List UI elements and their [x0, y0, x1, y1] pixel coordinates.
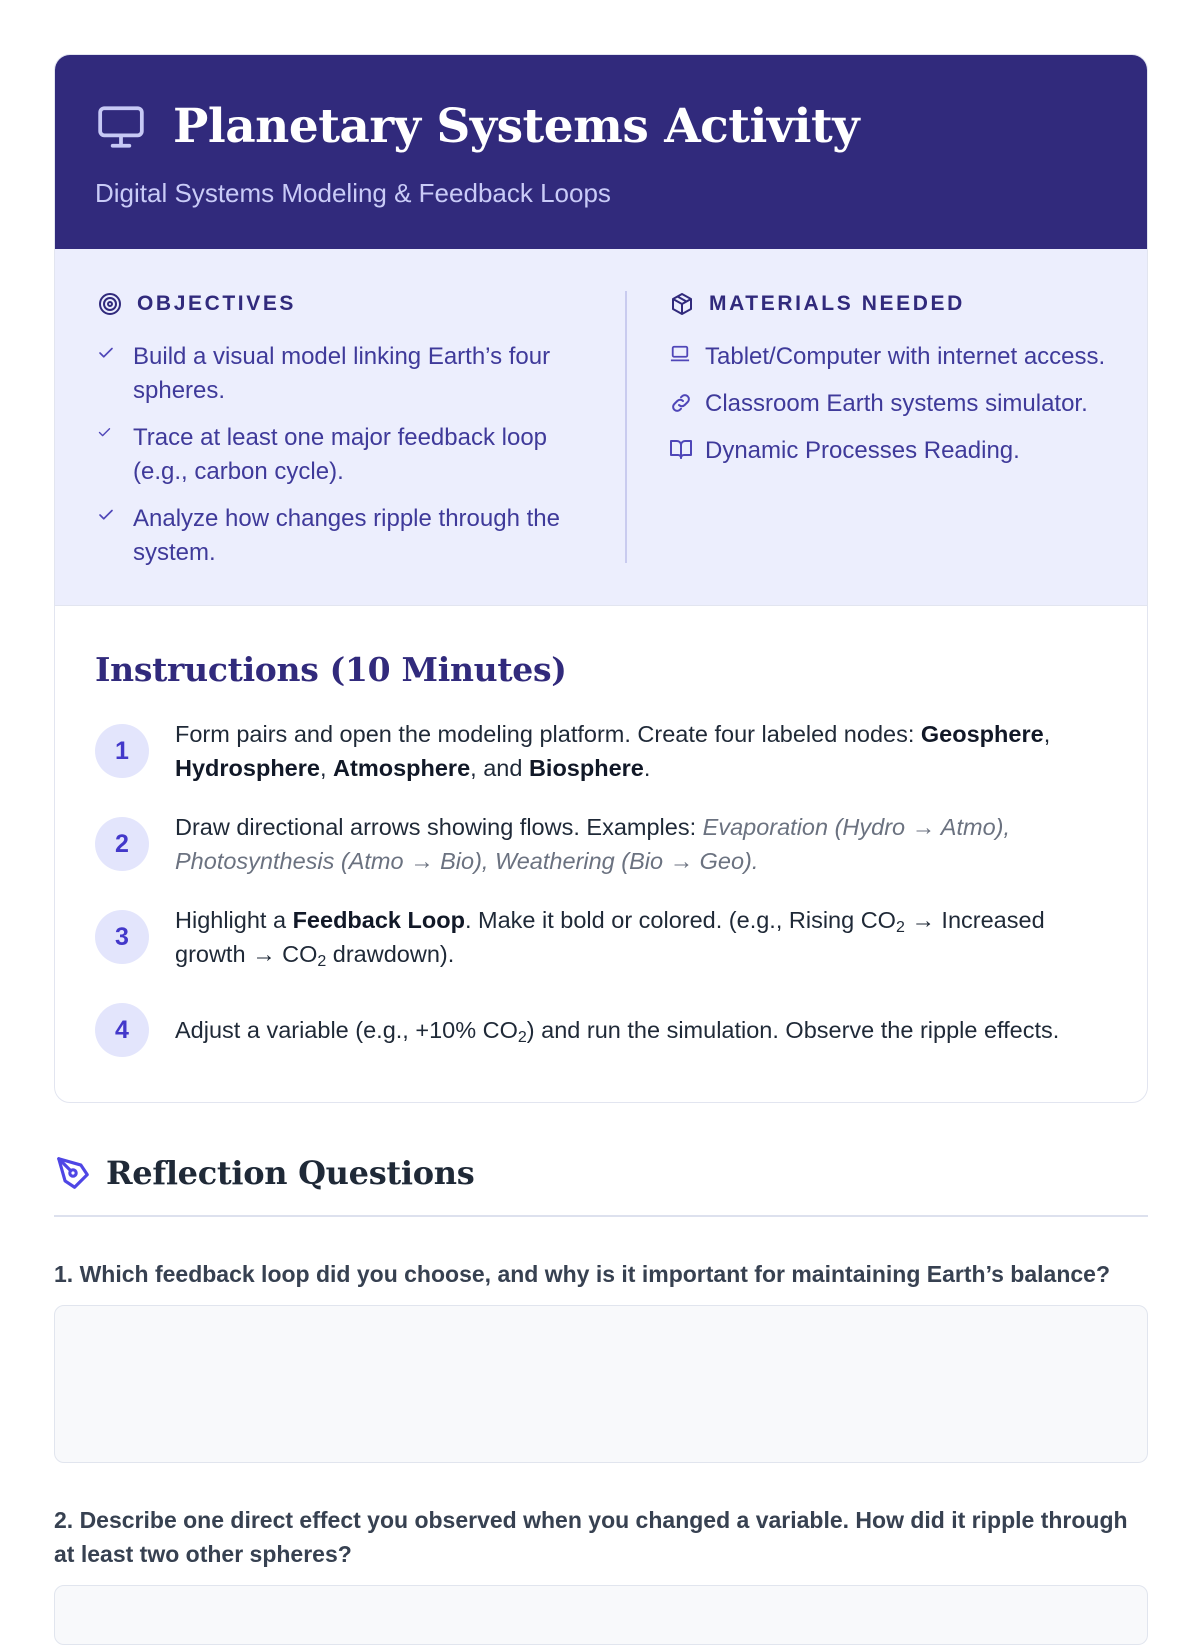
- materials-heading-row: [669, 291, 1107, 317]
- page-title: Planetary Systems Activity: [173, 99, 860, 154]
- step-text: Adjust a variable (e.g., +10% $CO_2$) and run the simulation. Observe the ripple effects.: [175, 1017, 1060, 1046]
- box-icon: [669, 291, 695, 317]
- objective-text: Trace at least one major feedback loop (e.g., carbon cycle).: [133, 424, 548, 485]
- instruction-step: [95, 996, 1107, 1064]
- book-icon: [669, 434, 695, 460]
- check-icon: [97, 502, 123, 524]
- instruction-step: [95, 810, 1107, 878]
- step-number: 4: [95, 1003, 149, 1057]
- worksheet: [54, 54, 1148, 1645]
- question-2: 2. Describe one direct effect you observed when you changed a variable. How did it ripple through at least two other spheres?: [54, 1507, 1128, 1567]
- reflection-heading-row: [54, 1145, 1148, 1201]
- target-icon: [97, 291, 123, 317]
- laptop-icon: [669, 340, 695, 364]
- check-icon: [97, 340, 123, 362]
- objective-text: Analyze how changes ripple through the system.: [133, 505, 560, 566]
- material-item: [669, 434, 1107, 468]
- material-item: [669, 387, 1107, 421]
- objective-item: [97, 421, 605, 489]
- objective-text: Build a visual model linking Earth’s four spheres.: [133, 343, 551, 404]
- activity-card: [54, 54, 1148, 1103]
- question-1: 1. Which feedback loop did you choose, and why is it important for maintaining Earth’s balance?: [54, 1261, 1111, 1287]
- material-text: Classroom Earth systems simulator.: [705, 390, 1088, 417]
- step-text: Form pairs and open the modeling platform. Create four labeled nodes: Geosphere, Hydrosphere, Atmosphere, and Biosphere.: [175, 721, 1051, 781]
- objective-item: [97, 340, 605, 408]
- material-item: [669, 340, 1107, 374]
- reflection-divider: [54, 1215, 1148, 1217]
- materials-section: [627, 291, 1107, 605]
- answer-field-2[interactable]: [54, 1585, 1148, 1645]
- step-text: Highlight a Feedback Loop. Make it bold or colored. (e.g., Rising $CO_2$ → Increased growth → $CO_2$ drawdown).: [175, 907, 1045, 970]
- monitor-icon: [95, 101, 147, 153]
- info-panel: [55, 249, 1147, 606]
- instructions-title: Instructions (10 Minutes): [95, 650, 567, 689]
- check-icon: [97, 421, 123, 440]
- step-number: 1: [95, 724, 149, 778]
- step-number: 3: [95, 910, 149, 964]
- instruction-step: [95, 717, 1107, 785]
- link-icon: [669, 387, 695, 415]
- page-subtitle: Digital Systems Modeling & Feedback Loops: [95, 178, 611, 208]
- instructions-section: [55, 606, 1147, 1102]
- activity-header: [55, 55, 1147, 249]
- material-text: Dynamic Processes Reading.: [705, 437, 1020, 464]
- reflection-title: Reflection Questions: [106, 1154, 475, 1192]
- materials-heading: MATERIALS NEEDED: [709, 292, 965, 315]
- pen-icon: [54, 1154, 92, 1192]
- step-number: 2: [95, 817, 149, 871]
- objective-item: [97, 502, 605, 570]
- instruction-step: [95, 903, 1107, 971]
- objectives-heading: OBJECTIVES: [137, 292, 297, 315]
- title-row: [95, 99, 1107, 154]
- material-text: Tablet/Computer with internet access.: [705, 343, 1106, 370]
- answer-field-1[interactable]: [54, 1305, 1148, 1463]
- step-text: Draw directional arrows showing flows. Examples: Evaporation (Hydro → Atmo), Photosynthesis (Atmo → Bio), Weathering (Bio → Geo).: [175, 814, 1010, 874]
- objectives-section: [97, 291, 625, 605]
- objectives-heading-row: [97, 291, 605, 317]
